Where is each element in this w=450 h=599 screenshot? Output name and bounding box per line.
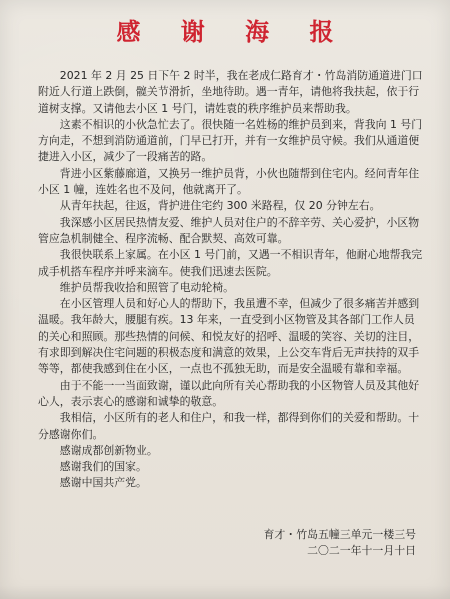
thanks-line-3: 感谢中国共产党。 xyxy=(59,476,147,490)
paragraph-8: 在小区管理人员和好心人的帮助下，我虽遭不幸，但减少了很多痛苦并感到温暖。我年龄大，腰腿有疾。13 年来，一直受到小区物管及其各部门工作人员的关心和照顾。那些热情的问候、和悦友好的招呼、温暖的笑容、关切的注目，有求即到解决住宅问题的积极态度和满意的效果，上公交车背后无声扶持的双手等等，都使我感到住在小区，一点也不孤独无助，而是安全温暖有靠和幸福。 xyxy=(38,297,420,376)
signature-date: 二〇二一年十一月十日 xyxy=(307,544,416,557)
paper-bottom-shade xyxy=(0,585,450,599)
paragraph-9: 由于不能一一当面致谢，谨以此向所有关心帮助我的小区物管人员及其他好心人，表示衷心的感谢和诚挚的敬意。 xyxy=(38,378,420,408)
thanks-line-1: 感谢成都创新物业。 xyxy=(59,443,158,457)
poster-title: 感 谢 海 报 xyxy=(116,17,350,46)
thanks-line-2: 感谢我们的国家。 xyxy=(59,460,147,474)
poster-body xyxy=(38,68,424,492)
paragraph-5: 我深感小区居民热情友爱、维护人员对住户的不辞辛劳、关心爱护，小区物管应急机制健全、程序流畅、配合默契、高效可靠。 xyxy=(38,215,420,245)
paragraph-3: 背进小区紫藤廊道，又换另一维护员背，小伙也随帮到住宅内。经问青年住小区 1 幢，连姓名也不及问，他就离开了。 xyxy=(38,166,420,197)
paragraph-10: 我相信，小区所有的老人和住户，和我一样，都得到你们的关爱和帮助。十分感谢你们。 xyxy=(38,411,420,441)
paragraph-1: 2021 年 2 月 25 日下午 2 时半，我在老成仁路育才・竹岛消防通道进门口附近人行道上跌倒，髋关节滑折，坐地待助。遇一青年，请他将我扶起，依于行道树支撑。又请他去小区 1 号门，请姓袁的秩序维护员来帮助我。 xyxy=(38,69,423,115)
paragraph-2: 这素不相识的小伙急忙去了。很快随一名姓杨的维护员到来，背我向 1 号门方向走，不想到消防通道前，门早已打开，并有一女维护员守候。我们从通道便捷进入小区，减少了一段痛苦的路。 xyxy=(38,117,423,164)
signature-address: 育才・竹岛五幢三单元一楼三号 xyxy=(263,528,416,541)
paragraph-6: 我很快联系上家属。在小区 1 号门前，又遇一不相识青年，他耐心地帮我完成手机搭车程序并呼来滴车。使我们迅速去医院。 xyxy=(38,248,423,278)
paragraph-4: 从青年扶起，往返，背护进住宅约 300 米路程，仅 20 分钟左右。 xyxy=(59,199,381,213)
paragraph-7: 维护员帮我收拾和照管了电动轮椅。 xyxy=(59,280,235,294)
signature-block xyxy=(264,527,416,559)
